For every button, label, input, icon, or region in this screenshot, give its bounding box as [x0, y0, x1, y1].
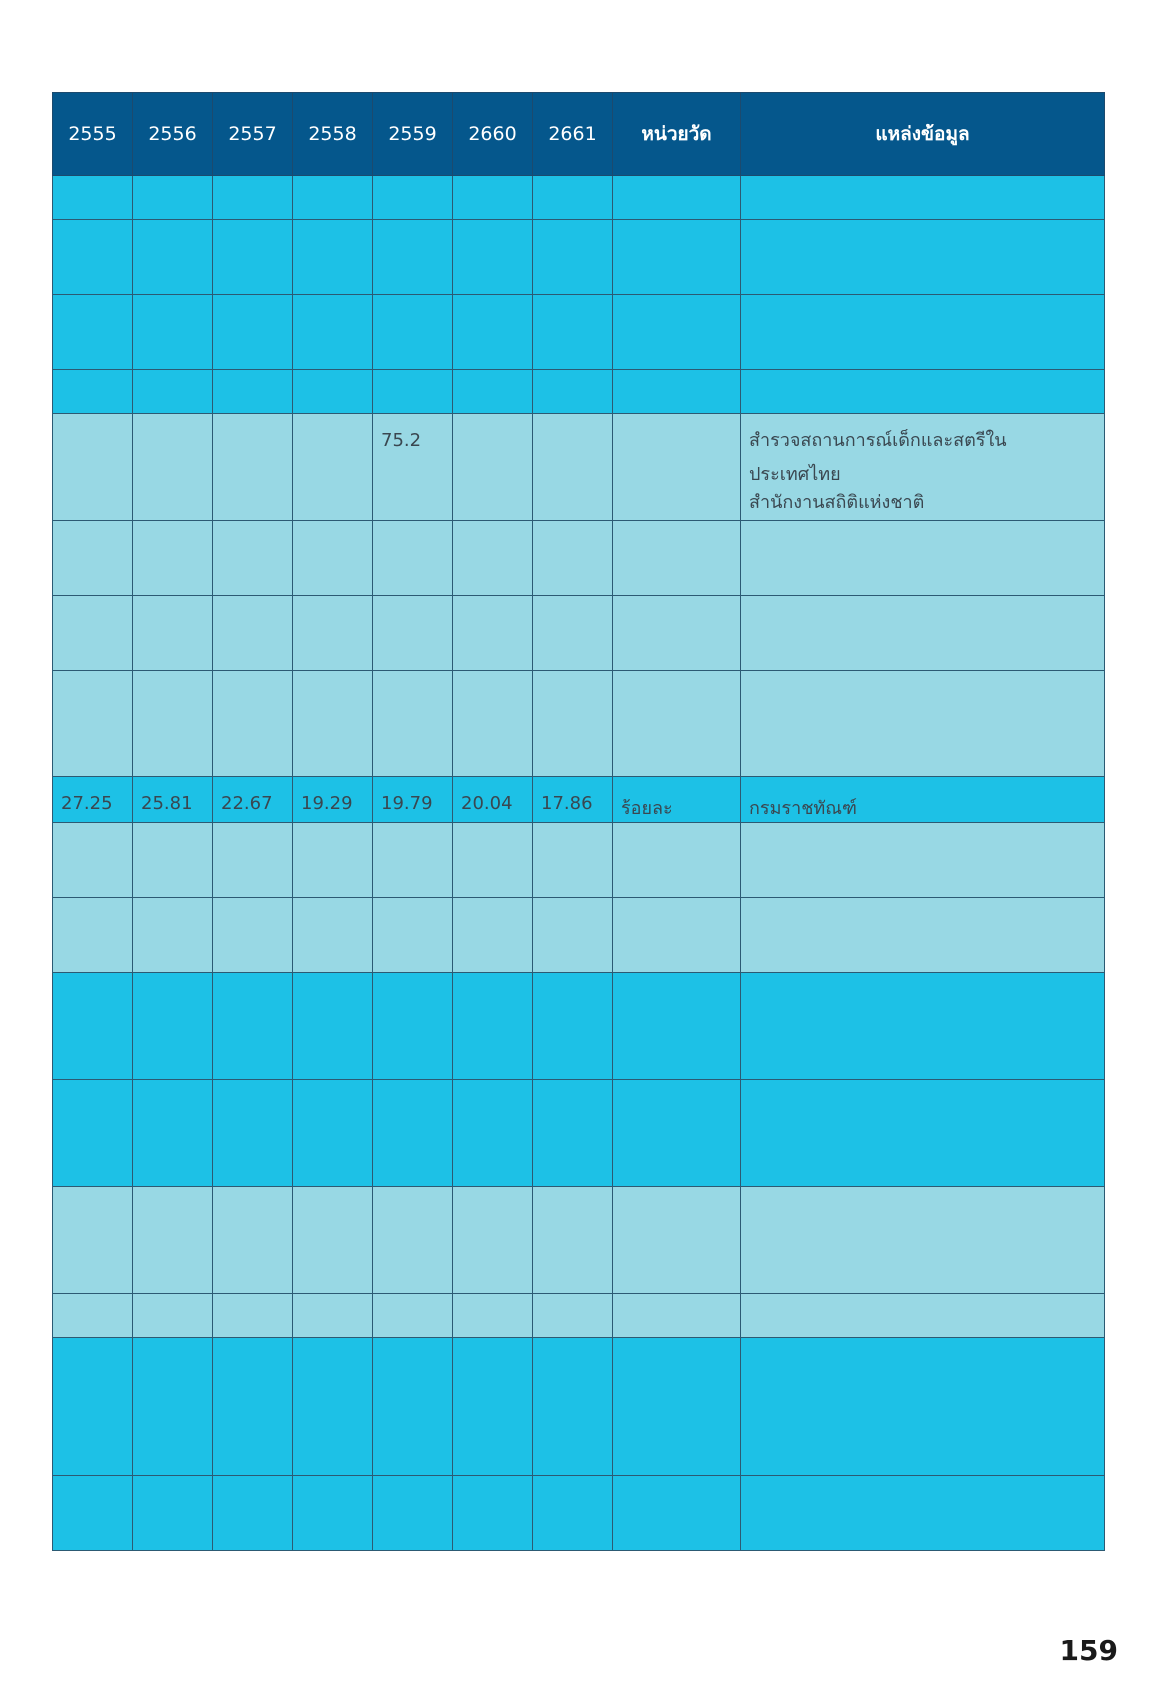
value-cell	[53, 1080, 133, 1187]
table-row	[53, 414, 1105, 521]
value-cell	[453, 1338, 533, 1476]
source-cell	[741, 370, 1105, 414]
table-row	[53, 1080, 1105, 1187]
value-cell	[453, 1294, 533, 1338]
source-cell	[741, 295, 1105, 370]
value-cell	[293, 1080, 373, 1187]
value-cell	[213, 1338, 293, 1476]
value-cell	[373, 1187, 453, 1294]
source-cell	[741, 1476, 1105, 1551]
value-cell	[453, 1187, 533, 1294]
unit-cell	[613, 671, 741, 777]
value-cell	[53, 1476, 133, 1551]
header-year-2555: 2555	[53, 93, 133, 176]
value-cell	[373, 596, 453, 671]
value-cell	[373, 295, 453, 370]
value-cell	[53, 295, 133, 370]
header-unit: หน่วยวัด	[613, 93, 741, 176]
value-cell	[213, 898, 293, 973]
page-number: 159	[1059, 1634, 1118, 1667]
value-cell	[213, 220, 293, 295]
unit-cell	[613, 370, 741, 414]
value-cell	[453, 596, 533, 671]
table-row	[53, 1294, 1105, 1338]
unit-cell	[613, 521, 741, 596]
source-cell	[741, 1080, 1105, 1187]
value-cell	[453, 370, 533, 414]
value-cell: 19.79	[373, 777, 453, 823]
value-cell	[293, 671, 373, 777]
value-cell	[53, 596, 133, 671]
value-cell	[453, 1080, 533, 1187]
value-cell: 75.2	[373, 414, 453, 521]
value-cell	[133, 596, 213, 671]
unit-cell	[613, 1294, 741, 1338]
value-cell	[373, 1338, 453, 1476]
source-cell	[741, 521, 1105, 596]
unit-cell	[613, 1187, 741, 1294]
value-cell	[533, 370, 613, 414]
value-cell	[213, 823, 293, 898]
header-source: แหล่งข้อมูล	[741, 93, 1105, 176]
value-cell	[293, 521, 373, 596]
value-cell: 22.67	[213, 777, 293, 823]
value-cell	[453, 295, 533, 370]
value-cell	[533, 1080, 613, 1187]
value-cell	[213, 1187, 293, 1294]
unit-cell	[613, 898, 741, 973]
value-cell	[533, 671, 613, 777]
header-year-2558: 2558	[293, 93, 373, 176]
header-year-2556: 2556	[133, 93, 213, 176]
value-cell	[453, 1476, 533, 1551]
value-cell	[133, 414, 213, 521]
value-cell: 19.29	[293, 777, 373, 823]
value-cell	[373, 220, 453, 295]
table-row	[53, 898, 1105, 973]
value-cell	[213, 295, 293, 370]
unit-cell	[613, 596, 741, 671]
value-cell: 20.04	[453, 777, 533, 823]
header-year-2661: 2661	[533, 93, 613, 176]
value-cell	[133, 1080, 213, 1187]
source-cell	[741, 1294, 1105, 1338]
value-cell	[533, 596, 613, 671]
source-cell	[741, 1338, 1105, 1476]
value-cell	[453, 220, 533, 295]
unit-cell	[613, 823, 741, 898]
value-cell	[213, 521, 293, 596]
unit-cell	[613, 1080, 741, 1187]
value-cell	[133, 176, 213, 220]
value-cell	[53, 370, 133, 414]
value-cell: 17.86	[533, 777, 613, 823]
source-cell	[741, 176, 1105, 220]
value-cell	[53, 898, 133, 973]
table-row	[53, 1338, 1105, 1476]
value-cell	[53, 973, 133, 1080]
unit-cell: ร้อยละ	[613, 777, 741, 823]
value-cell	[453, 176, 533, 220]
value-cell	[373, 1294, 453, 1338]
table-row	[53, 1187, 1105, 1294]
value-cell	[533, 1338, 613, 1476]
header-year-2660: 2660	[453, 93, 533, 176]
source-cell	[741, 596, 1105, 671]
value-cell	[133, 295, 213, 370]
value-cell	[533, 1294, 613, 1338]
value-cell	[533, 414, 613, 521]
unit-cell	[613, 1338, 741, 1476]
value-cell	[293, 1338, 373, 1476]
value-cell	[533, 295, 613, 370]
value-cell	[133, 220, 213, 295]
header-row	[53, 93, 1105, 176]
table-row	[53, 370, 1105, 414]
value-cell	[533, 220, 613, 295]
value-cell	[53, 1338, 133, 1476]
value-cell	[533, 176, 613, 220]
value-cell	[373, 1080, 453, 1187]
value-cell	[373, 823, 453, 898]
source-cell	[741, 414, 1105, 521]
table-row	[53, 777, 1105, 823]
source-cell	[741, 973, 1105, 1080]
value-cell	[533, 898, 613, 973]
unit-cell	[613, 414, 741, 521]
value-cell	[373, 898, 453, 973]
value-cell	[293, 220, 373, 295]
source-cell	[741, 1187, 1105, 1294]
unit-cell	[613, 973, 741, 1080]
value-cell	[133, 1187, 213, 1294]
value-cell	[453, 973, 533, 1080]
value-cell	[213, 1476, 293, 1551]
value-cell	[53, 671, 133, 777]
table-row	[53, 671, 1105, 777]
value-cell	[373, 1476, 453, 1551]
value-cell	[453, 671, 533, 777]
value-cell	[213, 370, 293, 414]
value-cell: 27.25	[53, 777, 133, 823]
value-cell	[293, 414, 373, 521]
value-cell	[213, 596, 293, 671]
value-cell	[373, 521, 453, 596]
value-cell	[373, 370, 453, 414]
value-cell	[133, 521, 213, 596]
value-cell	[133, 1476, 213, 1551]
table-row	[53, 596, 1105, 671]
value-cell	[53, 1187, 133, 1294]
value-cell: 25.81	[133, 777, 213, 823]
source-line: สำรวจสถานการณ์เด็กและสตรีในประเทศไทย	[749, 430, 1007, 485]
value-cell	[373, 176, 453, 220]
table-row	[53, 176, 1105, 220]
value-cell	[133, 823, 213, 898]
value-cell	[53, 1294, 133, 1338]
value-cell	[213, 1080, 293, 1187]
indicator-table	[52, 92, 1105, 1551]
value-cell	[213, 414, 293, 521]
value-cell	[53, 220, 133, 295]
value-cell	[373, 973, 453, 1080]
value-cell	[293, 823, 373, 898]
value-cell	[533, 1187, 613, 1294]
value-cell	[213, 176, 293, 220]
value-cell	[453, 521, 533, 596]
value-cell	[453, 414, 533, 521]
value-cell	[213, 973, 293, 1080]
source-line: สำนักงานสถิติแห่งชาติ	[749, 492, 925, 513]
value-cell	[293, 1187, 373, 1294]
table-row	[53, 973, 1105, 1080]
value-cell	[293, 1476, 373, 1551]
value-cell	[293, 596, 373, 671]
source-cell	[741, 823, 1105, 898]
value-cell	[533, 1476, 613, 1551]
value-cell	[133, 1294, 213, 1338]
unit-cell	[613, 220, 741, 295]
value-cell	[293, 176, 373, 220]
value-cell	[533, 521, 613, 596]
value-cell	[293, 1294, 373, 1338]
value-cell	[133, 898, 213, 973]
header-year-2559: 2559	[373, 93, 453, 176]
source-cell	[741, 671, 1105, 777]
value-cell	[133, 370, 213, 414]
table-row	[53, 295, 1105, 370]
value-cell	[53, 521, 133, 596]
source-cell	[741, 220, 1105, 295]
source-cell: กรมราชทัณฑ์	[741, 777, 1105, 823]
value-cell	[213, 1294, 293, 1338]
unit-cell	[613, 295, 741, 370]
value-cell	[53, 414, 133, 521]
value-cell	[293, 295, 373, 370]
source-cell	[741, 898, 1105, 973]
value-cell	[293, 370, 373, 414]
unit-cell	[613, 1476, 741, 1551]
unit-cell	[613, 176, 741, 220]
table-row	[53, 1476, 1105, 1551]
value-cell	[293, 898, 373, 973]
value-cell	[133, 973, 213, 1080]
table-row	[53, 521, 1105, 596]
table-row	[53, 823, 1105, 898]
value-cell	[453, 898, 533, 973]
value-cell	[533, 973, 613, 1080]
value-cell	[133, 671, 213, 777]
value-cell	[373, 671, 453, 777]
value-cell	[453, 823, 533, 898]
header-year-2557: 2557	[213, 93, 293, 176]
table-row	[53, 220, 1105, 295]
value-cell	[133, 1338, 213, 1476]
value-cell	[53, 176, 133, 220]
value-cell	[53, 823, 133, 898]
value-cell	[213, 671, 293, 777]
value-cell	[533, 823, 613, 898]
value-cell	[293, 973, 373, 1080]
